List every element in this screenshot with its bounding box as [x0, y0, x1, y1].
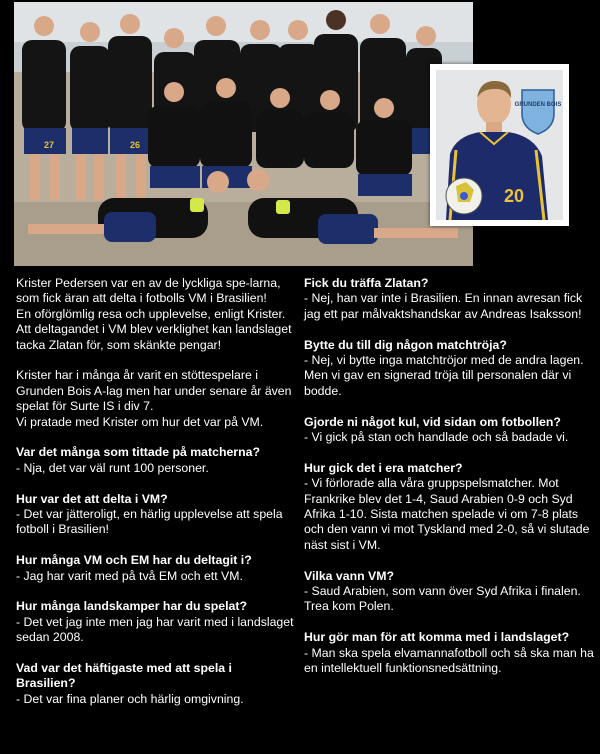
intro-paragraph-1: Krister Pedersen var en av de lyckliga spe-larna, som fick äran att delta i fotbolls VM i Brasilien!	[16, 276, 281, 306]
answer: - Man ska spela elvamannafotboll och så ska man ha en intellektuell funktionsnedsättning.	[304, 645, 594, 676]
question: Hur gick det i era matcher?	[304, 460, 463, 475]
team-photo-illustration	[14, 2, 473, 266]
qa-left-1	[16, 445, 294, 476]
portrait-illustration	[436, 70, 563, 220]
intro-paragraph-4: Vi pratade med Krister om hur det var på VM.	[16, 414, 264, 429]
question: Hur många landskamper har du spelat?	[16, 599, 247, 614]
question: Gjorde ni något kul, vid sidan om fotbollen?	[304, 414, 561, 429]
team-photo	[14, 2, 473, 266]
answer: - Jag har varit med på två EM och ett VM.	[16, 568, 243, 583]
qa-right-2	[304, 338, 594, 400]
photo-area	[0, 0, 600, 270]
question: Fick du träffa Zlatan?	[304, 276, 429, 290]
answer: - Vi gick på stan och handlade och så badade vi.	[304, 430, 569, 445]
question: Bytte du till dig någon matchtröja?	[304, 337, 507, 352]
portrait-shirt-number: 20	[504, 186, 525, 206]
answer: - Nja, det var väl runt 100 personer.	[16, 460, 209, 475]
answer: - Det var jätteroligt, en härlig upplevelse att spela fotboll i Brasilien!	[16, 507, 283, 537]
intro-paragraph-2: En oförglömlig resa och upplevelse, enligt Krister. Att deltagandet i VM blev verklighet kan landslaget tacka Zlatan för, som skänkte pengar!	[16, 306, 292, 352]
question: Hur var det att delta i VM?	[16, 491, 168, 506]
qa-right-6	[304, 630, 594, 676]
article-column-left	[16, 276, 294, 723]
question: Hur gör man för att komma med i landslaget?	[304, 630, 570, 645]
answer: - Det vet jag inte men jag har varit med i landslaget sedan 2008.	[16, 614, 294, 645]
article-column-right	[304, 276, 594, 692]
badge-text: GRUNDEN BOIS	[514, 102, 562, 108]
portrait-photo	[436, 70, 563, 220]
answer: - Vi förlorade alla våra gruppspelsmatcher. Mot Frankrike blev det 1-4, Saud Arabien 0-9 och Syd Afrika 1-10. Sista matchen spelade vi om 7-8 plats och den vann vi mot Tyskland med 2-0, så vi slutade näst sist i VM.	[304, 476, 590, 552]
qa-right-4	[304, 461, 594, 553]
shirt-number-1: 26	[130, 140, 141, 150]
answer: - Saud Arabien, som vann över Syd Afrika i finalen. Trea kom Polen.	[304, 584, 581, 614]
answer: - Det var fina planer och härlig omgivning.	[16, 691, 244, 706]
intro-paragraph-3: Krister har i många år varit en stöttespelare i Grunden Bois A-lag men har under senare år även spelat för Surte IS i div 7.	[16, 368, 292, 414]
question: Hur många VM och EM har du deltagit i?	[16, 553, 252, 568]
qa-right-1	[304, 276, 594, 322]
question: Var det många som tittade på matcherna?	[16, 445, 260, 460]
shirt-number-0: 27	[44, 140, 55, 150]
portrait-frame	[430, 64, 569, 226]
qa-left-5	[16, 661, 294, 707]
answer: - Nej, han var inte i Brasilien. En innan avresan fick jag ett par målvaktshandskar av Andreas Isaksson!	[304, 291, 583, 321]
qa-left-3	[16, 553, 294, 584]
qa-right-3	[304, 415, 594, 446]
qa-left-2	[16, 492, 294, 538]
question: Vad var det häftigaste med att spela i Brasilien?	[16, 661, 232, 691]
qa-left-4	[16, 599, 294, 645]
answer: - Nej, vi bytte inga matchtröjor med de andra lagen. Men vi gav en signerad tröja till personalen där vi bodde.	[304, 353, 584, 398]
qa-right-5	[304, 569, 594, 615]
question: Vilka vann VM?	[304, 568, 394, 583]
